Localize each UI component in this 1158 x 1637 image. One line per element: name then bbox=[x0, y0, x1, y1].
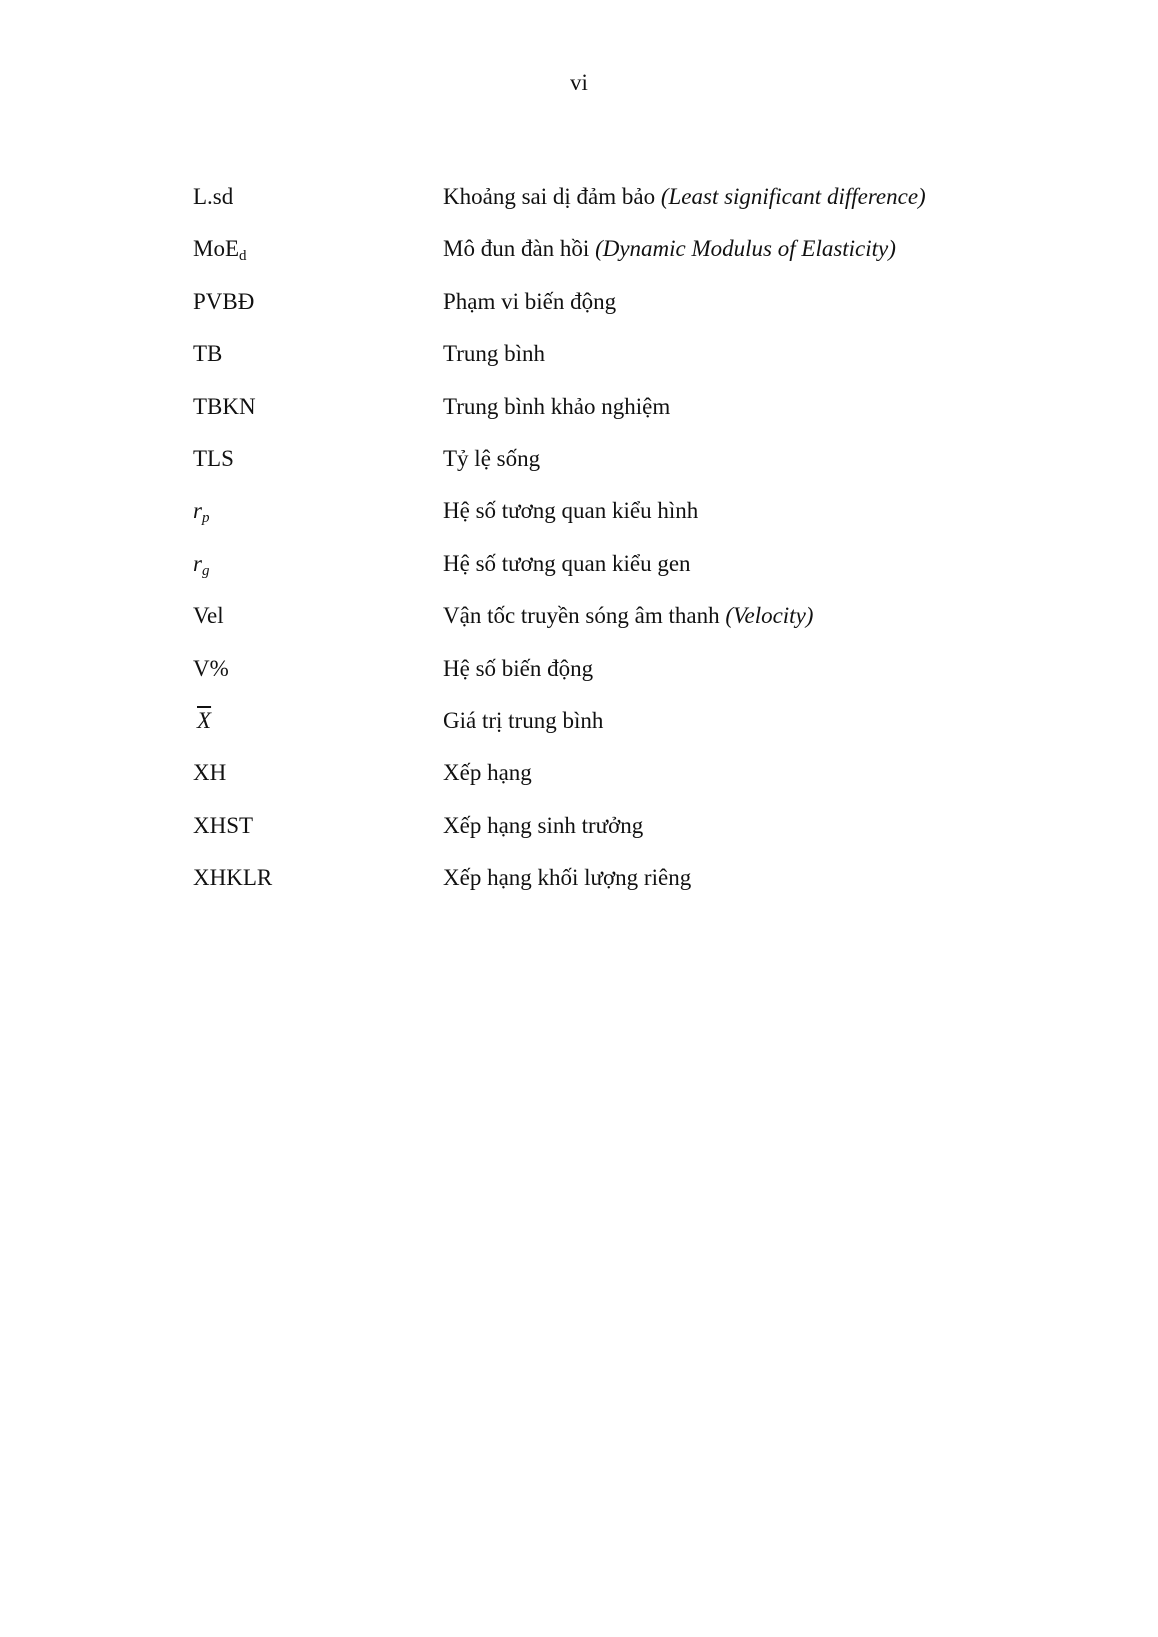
abbreviation-row bbox=[0, 654, 1158, 706]
abbreviation-row bbox=[0, 863, 1158, 915]
abbreviation-row bbox=[0, 811, 1158, 863]
definition: Xếp hạng bbox=[443, 760, 532, 786]
definition: Trung bình bbox=[443, 341, 546, 367]
abbreviation: XHST bbox=[193, 812, 254, 838]
definition-english: (Velocity) bbox=[725, 603, 814, 629]
definition-english: (Least significant difference) bbox=[660, 184, 926, 209]
abbreviation-base: r bbox=[193, 550, 202, 576]
abbreviation: Vel bbox=[193, 603, 224, 629]
abbreviation-row bbox=[0, 706, 1158, 758]
definition: Hệ số biến động bbox=[443, 655, 594, 681]
abbreviation-row bbox=[0, 392, 1158, 444]
page-number: vi bbox=[570, 70, 588, 95]
x-bar-symbol: $\overline{X}$ bbox=[197, 707, 212, 733]
definition bbox=[443, 234, 896, 264]
abbreviation bbox=[193, 496, 209, 533]
abbreviation-row bbox=[0, 601, 1158, 653]
abbreviation bbox=[193, 234, 247, 271]
abbreviation-row bbox=[0, 339, 1158, 391]
abbreviation: PVBĐ bbox=[193, 288, 255, 314]
abbreviation: TLS bbox=[193, 445, 234, 471]
abbreviation-subscript: p bbox=[201, 510, 210, 527]
definition: Tỷ lệ sống bbox=[443, 445, 541, 471]
definition-text: Mô đun đàn hồi bbox=[443, 236, 596, 262]
abbreviation-row bbox=[0, 549, 1158, 601]
definition bbox=[443, 182, 926, 212]
abbreviation bbox=[193, 549, 209, 586]
abbreviation-subscript: d bbox=[239, 248, 247, 265]
definition: Trung bình khảo nghiệm bbox=[443, 393, 671, 419]
abbreviation: TB bbox=[193, 341, 223, 367]
definition-text: Vận tốc truyền sóng âm thanh bbox=[443, 603, 726, 629]
definition bbox=[443, 601, 813, 631]
abbreviation-base: r bbox=[193, 498, 202, 524]
abbreviation-row bbox=[0, 287, 1158, 339]
abbreviation-list bbox=[0, 182, 1158, 915]
abbreviation: XH bbox=[193, 760, 227, 786]
abbreviation-row bbox=[0, 182, 1158, 234]
abbreviation-subscript: g bbox=[201, 562, 210, 579]
definition: Phạm vi biến động bbox=[443, 288, 617, 314]
abbreviation: TBKN bbox=[193, 393, 256, 419]
abbreviation: XHKLR bbox=[193, 865, 273, 891]
definition-english: (Dynamic Modulus of Elasticity) bbox=[595, 236, 896, 262]
definition-text: Khoảng sai dị đảm bảo bbox=[443, 184, 661, 209]
abbreviation-base: MoE bbox=[193, 236, 239, 262]
abbreviation-row bbox=[0, 234, 1158, 286]
abbreviation: L.sd bbox=[193, 184, 234, 209]
definition: Hệ số tương quan kiểu hình bbox=[443, 498, 699, 524]
definition: Giá trị trung bình bbox=[443, 707, 604, 733]
definition: Xếp hạng sinh trưởng bbox=[443, 812, 644, 838]
abbreviation bbox=[193, 706, 211, 736]
abbreviation-row bbox=[0, 496, 1158, 548]
definition: Xếp hạng khối lượng riêng bbox=[443, 865, 692, 891]
definition: Hệ số tương quan kiểu gen bbox=[443, 550, 691, 576]
abbreviation: V% bbox=[193, 655, 229, 681]
abbreviation-row bbox=[0, 758, 1158, 810]
abbreviation-row bbox=[0, 444, 1158, 496]
